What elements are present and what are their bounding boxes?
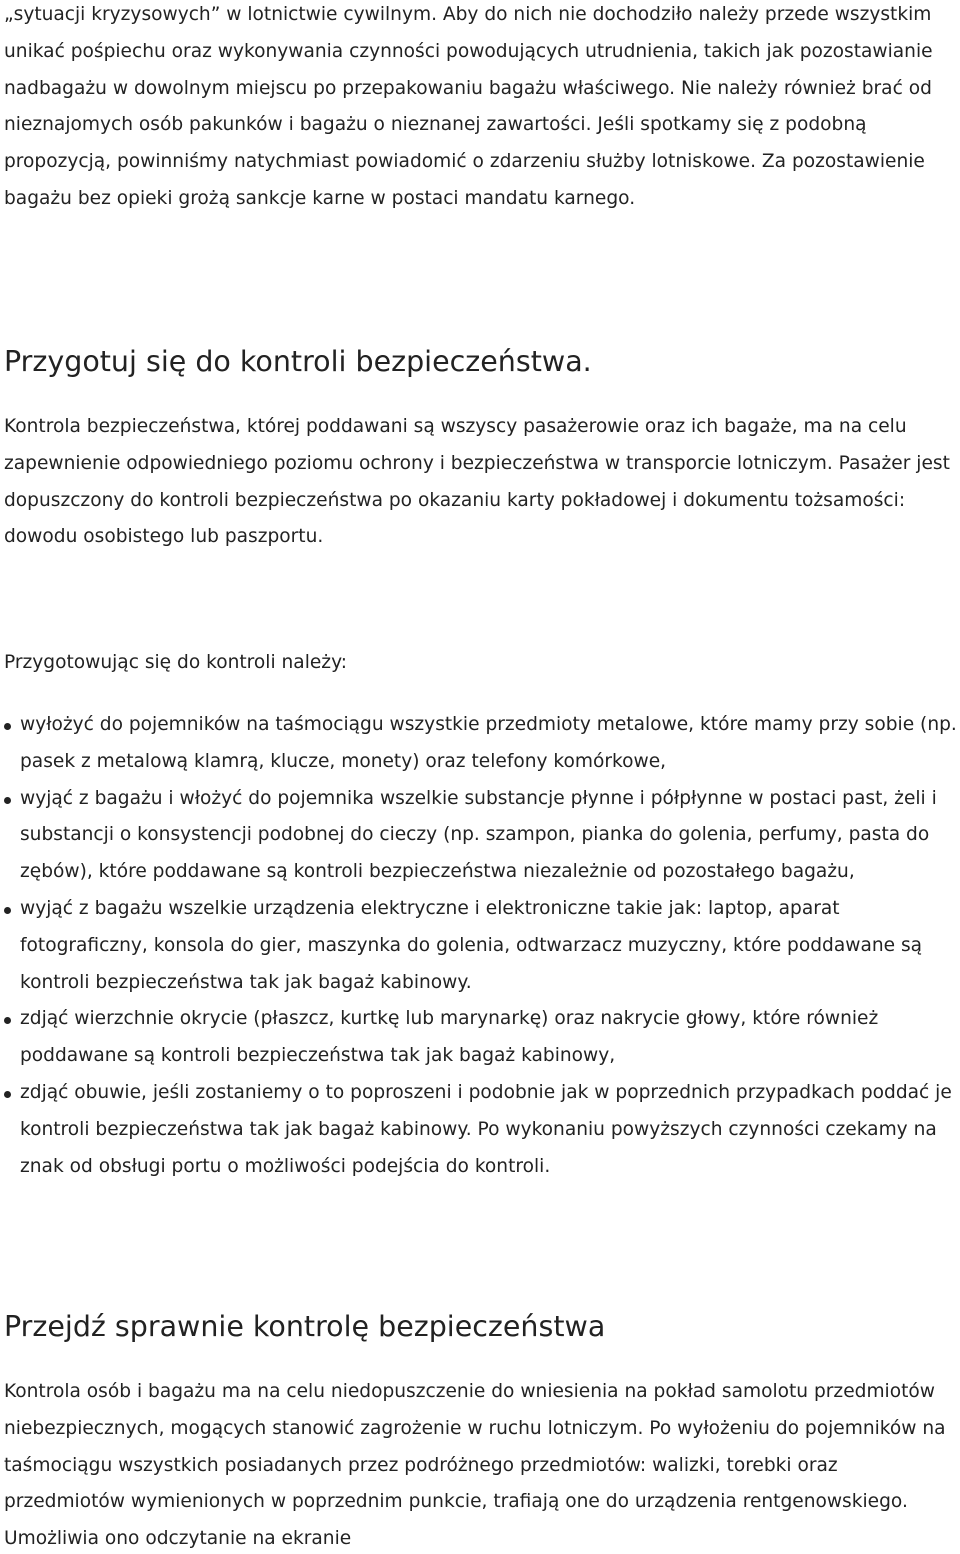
bullet-icon bbox=[4, 907, 11, 914]
list-item bbox=[0, 891, 960, 1001]
preparation-list bbox=[0, 707, 960, 1185]
list-item-text: zdjąć obuwie, jeśli zostaniemy o to poproszeni i podobnie jak w poprzednich przypadkach poddać je kontroli bezpieczeństwa tak jak bagaż kabinowy. Po wykonaniu powyższych czynności czekamy na znak od obsługi portu o możliwości podejścia do kontroli. bbox=[20, 1081, 952, 1177]
bullet-icon bbox=[4, 723, 11, 730]
list-intro: Przygotowując się do kontroli należy: bbox=[4, 652, 347, 673]
intro-paragraph: „sytuacji kryzysowych” w lotnictwie cywilnym. Aby do nich nie dochodziło należy przede wszystkim unikać pośpiechu oraz wykonywania czynności powodujących utrudnienia, takich jak pozostawianie nadbagażu w dowolnym miejscu po przepakowaniu bagażu właściwego. Nie należy również brać od nieznajomych osób pakunków i bagażu o nieznanej zawartości. Jeśli spotkamy się z podobną propozycją, powinniśmy natychmiast powiadomić o zdarzeniu służby lotniskowe. Za pozostawienie bagażu bez opieki grożą sankcje karne w postaci mandatu karnego. bbox=[4, 4, 933, 209]
list-item-text: zdjąć wierzchnie okrycie (płaszcz, kurtkę lub marynarkę) oraz nakrycie głowy, które również poddawane są kontroli bezpieczeństwa tak jak bagaż kabinowy, bbox=[20, 1008, 879, 1067]
paragraph-security-control: Kontrola bezpieczeństwa, której poddawani są wszyscy pasażerowie oraz ich bagaże, ma na celu zapewnienie odpowiedniego poziomu ochrony i bezpieczeństwa w transporcie lotniczym. Pasażer jest dopuszczony do kontroli bezpieczeństwa po okazaniu karty pokładowej i dokumentu tożsamości: dowodu osobistego lub paszportu. bbox=[4, 416, 950, 548]
heading-security-prep: Przygotuj się do kontroli bezpieczeństwa. bbox=[4, 345, 592, 378]
bullet-icon bbox=[4, 797, 11, 804]
paragraph-person-baggage-control: Kontrola osób i bagażu ma na celu niedopuszczenie do wniesienia na pokład samolotu przedmiotów niebezpiecznych, mogących stanowić zagrożenie w ruchu lotniczym. Po wyłożeniu do pojemników na taśmociągu wszystkich posiadanych przez podróżnego przedmiotów: walizki, torebki oraz przedmiotów wymienionych w poprzednim punkcie, trafiają one do urządzenia rentgenowskiego. Umożliwia ono odczytanie na ekranie bbox=[4, 1381, 946, 1550]
list-item-text: wyłożyć do pojemników na taśmociągu wszystkie przedmioty metalowe, które mamy przy sobie (np. pasek z metalową klamrą, klucze, monety) oraz telefony komórkowe, bbox=[20, 714, 957, 772]
list-item bbox=[0, 781, 960, 891]
heading-pass-control: Przejdź sprawnie kontrolę bezpieczeństwa bbox=[4, 1310, 606, 1343]
list-item bbox=[0, 707, 960, 781]
list-item bbox=[0, 1075, 960, 1185]
bullet-icon bbox=[4, 1017, 11, 1024]
list-item-text: wyjąć z bagażu wszelkie urządzenia elektryczne i elektroniczne takie jak: laptop, aparat fotograficzny, konsola do gier, maszynka do golenia, odtwarzacz muzyczny, które poddawane są kontroli bezpieczeństwa tak jak bagaż kabinowy. bbox=[20, 897, 923, 993]
list-item bbox=[0, 1001, 960, 1075]
bullet-icon bbox=[4, 1091, 11, 1098]
list-item-text: wyjąć z bagażu i włożyć do pojemnika wszelkie substancje płynne i półpłynne w postaci past, żeli i substancji o konsystencji podobnej do cieczy (np. szampon, pianka do golenia, perfumy, pasta do zębów), które poddawane są kontroli bezpieczeństwa niezależnie od pozostałego bagażu, bbox=[20, 787, 937, 883]
